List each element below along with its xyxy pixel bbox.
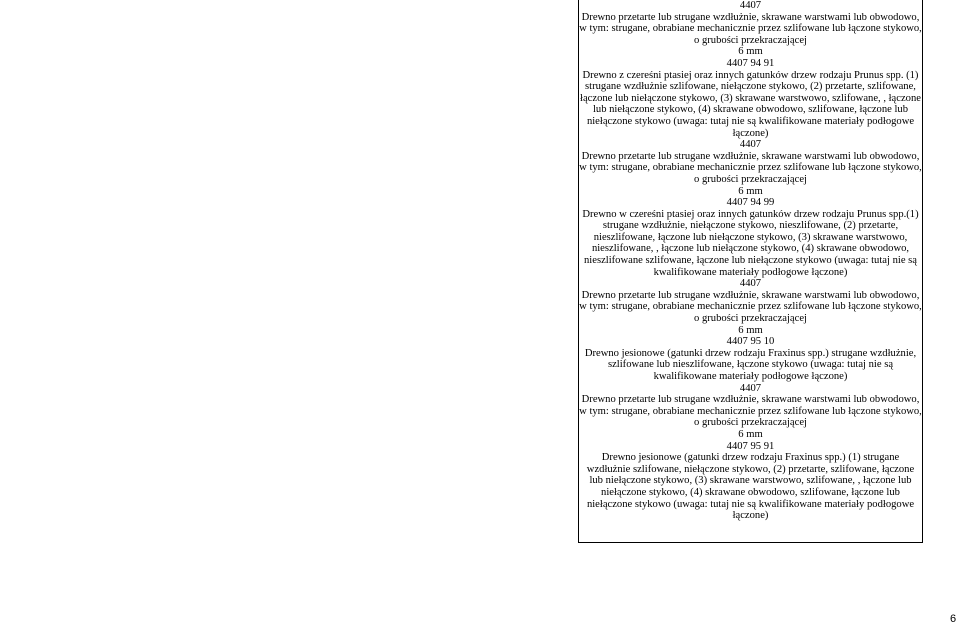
cn-code: 4407 (739, 139, 762, 151)
header-block (579, 278, 922, 336)
header-block (579, 383, 922, 441)
item-block (579, 336, 922, 382)
page-number: 6 (950, 613, 957, 625)
header-description: Drewno przetarte lub strugane wzdłużnie, skrawane warstwami lub obwodowo, w tym: strugane, obrabiane mechanicznie przez szlifowane lub łączone stykowo, o grubości przekraczającej (579, 11, 922, 46)
cn-code: 4407 (739, 0, 762, 11)
thickness-value: 6 mm (738, 185, 763, 197)
item-description: Drewno w czereśni ptasiej oraz innych gatunków drzew rodzaju Prunus spp.(1) strugane wzdłużnie, niełączone stykowo, nieszlifowane, (2) przetarte, nieszlifowane, łączone lub niełączone stykowo, (3) skrawane warstwowo, nieszlifowane, , łączone lub niełączone stykowo, (4) skrawane obwodowo, nieszlifowane szlifowane, łączone lub niełączone stykowo (uwaga: tutaj nie są kwalifikowane materiały podłogowe łączone) (582, 208, 919, 278)
item-block (579, 197, 922, 278)
header-block (579, 0, 922, 58)
thickness-value: 6 mm (738, 46, 763, 58)
header-block (579, 139, 922, 197)
cn-code: 4407 95 91 (726, 440, 775, 452)
item-description: Drewno z czereśni ptasiej oraz innych gatunków drzew rodzaju Prunus spp. (1) strugane wzdłużnie szlifowane, niełączone stykowo, (2) przetarte, szlifowane, łączone lub niełączone stykowo, (3) skrawane warstwowo, szlifowane, , łączone lub niełączone stykowo, (4) skrawane obwodowo, szlifowane, łączone lub niełączone stykowo (uwaga: tutaj nie są kwalifikowane materiały podłogowe łączone) (580, 69, 921, 139)
tariff-description-column (579, 0, 922, 522)
cn-code: 4407 (739, 278, 762, 290)
item-description: Drewno jesionowe (gatunki drzew rodzaju Fraxinus spp.) strugane wzdłużnie, szlifowane lub nieszlifowane, łączone stykowo (uwaga: tutaj nie są kwalifikowane materiały podłogowe łączone) (584, 347, 917, 382)
header-description: Drewno przetarte lub strugane wzdłużnie, skrawane warstwami lub obwodowo, w tym: strugane, obrabiane mechanicznie przez szlifowane lub łączone stykowo, o grubości przekraczającej (579, 289, 922, 325)
thickness-value: 6 mm (738, 324, 763, 336)
header-description: Drewno przetarte lub strugane wzdłużnie, skrawane warstwami lub obwodowo, w tym: strugane, obrabiane mechanicznie przez szlifowane lub łączone stykowo, o grubości przekraczającej (579, 150, 922, 185)
thickness-value: 6 mm (738, 428, 763, 440)
cn-code: 4407 (739, 382, 762, 394)
item-description: Drewno jesionowe (gatunki drzew rodzaju Fraxinus spp.) (1) strugane wzdłużnie szlifowane, niełączone stykowo, (2) przetarte, szlifowane, łączone lub niełączone stykowo, (3) skrawane warstwowo, szlifowane, , łączone lub niełączone stykowo, (4) skrawane obwodowo, szlifowane, łączone lub niełączone stykowo (uwaga: tutaj nie są kwalifikowane materiały podłogowe łączone) (586, 452, 915, 522)
item-block (579, 441, 922, 522)
cn-code: 4407 95 10 (726, 336, 775, 348)
cn-code: 4407 94 91 (726, 57, 775, 69)
cn-code: 4407 94 99 (726, 197, 775, 209)
item-block (579, 58, 922, 139)
header-description: Drewno przetarte lub strugane wzdłużnie, skrawane warstwami lub obwodowo, w tym: strugane, obrabiane mechanicznie przez szlifowane lub łączone stykowo, o grubości przekraczającej (579, 394, 922, 429)
